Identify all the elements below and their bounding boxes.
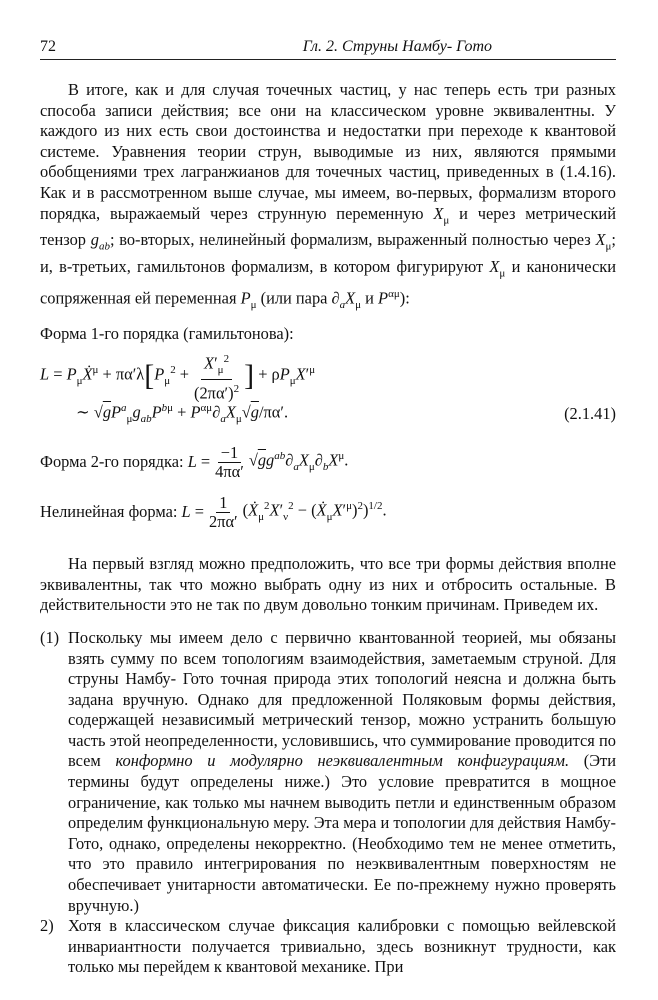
book-page: [40, 38, 616, 978]
reasons-list: [40, 628, 616, 978]
running-title: Гл. 2. Струны Намбу- Гото: [302, 38, 492, 55]
equation-number: (2.1.41): [564, 403, 616, 423]
equation-second-order: Форма 2-го порядка: L = $\frac{-1}{4\pi\alpha'}$ $√gg^{ab}\partial_aX_\mu\partial_bX^\mu$.: [40, 442, 349, 481]
list-item: 2) Хотя в классическом случае фиксация калибровки с помощью вейлевской инвариантности получается тривиально, здесь возникнут трудности, как только мы перейдем к квантовой механике. При: [40, 916, 616, 977]
page-number: 72: [40, 38, 56, 55]
equation-nonlinear: Нелинейная форма: L = $\frac{1}{2\pi\alpha'}$ ($Ẋ_\mu^2X'_\nu^2$ − $(Ẋ_\mu X'^\mu)^2)^{1/2}$.: [40, 492, 387, 531]
paragraph-equivalence: На первый взгляд можно предположить, что все три формы действия вполне эквивалентны, так что можно выбрать одну из них и отбросить остальные. В действительности это не так по двум довольно тонким причинам. Приведем их.: [40, 554, 616, 615]
form3-label: Нелинейная форма:: [40, 501, 178, 521]
equation-first-order: $L = P_\mu Ẋ^\mu + \pi\alpha'\lambda$ [ $P_\mu^2$ + $\frac{X'_\mu^2}{(2\pi\alpha')^2}$ ] + $\rho P_\mu X'^\mu$ ∼ $√gP^a_\mu g_{ab}P^{b\mu} + P^{\alpha\mu}\partial_aX_\mu√g/\pi\alpha'$. (2.1.41): [40, 356, 616, 432]
form2-label: Форма 2-го порядка:: [40, 451, 184, 471]
paragraph-intro: В итоге, как и для случая точечных частиц, у нас теперь есть три разных способа записи действия; все они на классическом уровне эквивалентны. У каждого из них есть свои достоинства и недостатки при переходе к квантовой системе. Уравнения теории струн, выводимые из них, являются прямыми обобщениями трех лагранжианов для точечных частиц, приведенных в (1.4.16). Как и в рассмотренном выше случае, мы имеем, во-первых, формализм второго порядка, выражаемый через струнную переменную $X_\mu$ и через метрический тензор $g_{ab}$; во-вторых, нелинейный формализм, выраженный полностью через $X_\mu$; и, в-третьих, гамильтонов формализм, в котором фигурируют $X_\mu$ и канонически сопряженная ей переменная $P_\mu$ (или пара $\partial_aX_\mu$ и $P^{\alpha\mu}$):: [40, 80, 616, 311]
list-marker: 2): [40, 916, 54, 936]
page-header: [40, 38, 616, 60]
list-marker: (1): [40, 627, 60, 647]
form1-label: Форма 1-го порядка (гамильтонова):: [40, 323, 294, 343]
list-item: (1) Поскольку мы имеем дело с первично квантованной теорией, мы обязаны взять сумму по всем топологиям взаимодействия, заметаемым струной. Для струны Намбу- Гото точная природа этих топологий неясна и должна быть задана вручную. Однако для предложенной Поляковым формы действия, содержащей независимый метрический тензор, можно устранить большую часть этой неопределенности, условившись, что суммирование проводится по всем конформно и модулярно неэквивалентным конфигурациям. (Эти термины будут определены ниже.) Это условие превратится в мощное ограничение, как только мы начнем выводить петли и единственным образом определим функциональную меру. Эта мера и топологии для действия Намбу- Гото, однако, определены некорректно. (Необходимо тем не менее отметить, что это правило интегрирования по неэквивалентным поверхностям не обеспечивает унитарности автоматически. Ее по-прежнему нужно проверять вручную.): [40, 627, 616, 915]
